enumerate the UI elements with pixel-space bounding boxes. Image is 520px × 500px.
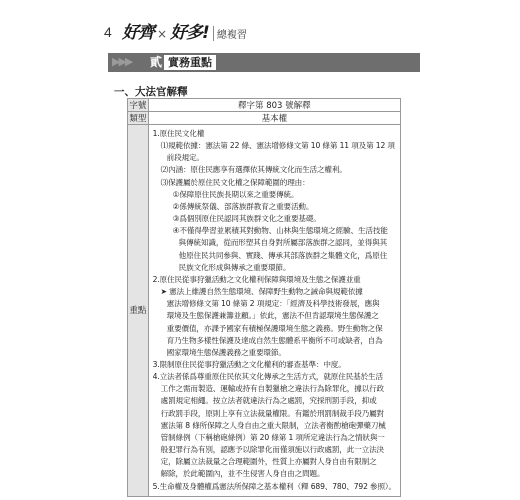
body-line: ③爲個別原住民認同其族群文化之重要基礎。 (172, 214, 321, 224)
body-line: 定，除屬立法裁量之合理範圍外，性質上亦屬對人身自由有限制之 (160, 457, 377, 467)
subheading: 一、大法官解釋 (114, 86, 188, 98)
page-header (0, 0, 520, 50)
body-line: ⑴規範依據：憲法第 22 條、憲法增修條文第 10 條第 11 項及第 12 項 (160, 141, 395, 151)
body-line: 解除，於此範圍內，並不生侵害人身自由之問題。 (160, 469, 325, 479)
body-line: 前段規定。 (166, 153, 204, 163)
body-line: ②係傳統祭儀、部落族群教育之重要活動。 (172, 201, 314, 211)
key-points-body (148, 125, 400, 497)
table-row (128, 99, 401, 112)
body-line: ④不僅得學習並累積其對動物、山林與生態環境之經驗、生活技能 (172, 226, 388, 236)
body-line: 育乃生物多樣性保護及達成自然生態體系平衡所不可或缺者，自為 (166, 335, 383, 345)
value-type: 基本權 (148, 112, 400, 125)
body-line: 環境及生態保護兼籌並顧。」依此，憲法不但肯認環境生態保護之 (166, 311, 379, 321)
brand-subtitle: 總複習 (213, 26, 247, 41)
body-line: ①保障原住民族長期以來之重要傳統。 (172, 189, 299, 199)
body-line: ⑶保護屬於原住民文化權之保障範圍的理由： (160, 177, 310, 187)
table-row (128, 125, 401, 497)
brand-logo (122, 18, 247, 43)
brand-left: 好齊 (122, 23, 154, 43)
body-line: ➤ 憲法上維護自然生態環境、保障野生動物之誡命與規範依據 (160, 287, 363, 297)
key-points-lines (153, 128, 396, 493)
table-row (128, 112, 401, 125)
body-line: 行政罰手段，原則上享有立法裁量權限。有鑑於刑罰制裁手段乃屬對 (160, 408, 384, 418)
body-line: 3.限制原住民從事狩獵活動之文化權利的審查基準：中度。 (152, 359, 346, 369)
interpretation-table (127, 98, 401, 497)
body-line: 2.原住民從事狩獵活動之文化權利保障與環境及生態之保護並重 (152, 274, 361, 284)
page-number: 4 (104, 24, 112, 40)
body-line: 民族文化形成與傳承之重要環節。 (178, 262, 291, 272)
label-type: 類型 (128, 112, 149, 125)
body-line: ⑵內涵：原住民應享有選擇依其傳統文化而生活之權利。 (160, 165, 347, 175)
body-line: 憲法增修條文第 10 條第 2 項規定：「經濟及科學技術發展，應與 (166, 299, 380, 309)
section-title: 實務重點 (164, 55, 216, 70)
body-line: 管制條例（下稱槍砲條例）第 20 條第 1 項所定違法行為之情狀與一 (160, 432, 385, 442)
body-line: 國家環境生態保護義務之重要環節。 (166, 347, 286, 357)
body-line: 他原住民共同參與、實踐、傳承其部落族群之集體文化，爲原住 (178, 250, 388, 260)
body-line: 般犯罪行為有別，認應予以除罪化而僅須施以行政處罰，此一立法決 (160, 445, 384, 455)
section-arrows-icon: ▶▶▶ (112, 55, 132, 68)
brand-right: 好多! (170, 23, 209, 43)
body-line: 處罰規定相繩。按立法者就違法行為之處罰，究採刑罰手段，抑或 (160, 396, 377, 406)
body-line: 憲法第 8 條所保障之人身自由之重大限制，立法者衡酌槍砲彈藥刀械 (160, 420, 386, 430)
body-line: 5.生命權及身體權爲憲法所保障之基本權利（釋 689、780、792 參照）。 (152, 481, 396, 491)
body-line: 與傳統知識，從而形塑其自身對所屬部落族群之認同，並得與其 (178, 238, 388, 248)
section-number: 貳 (150, 55, 163, 69)
body-line: 4.立法者係爲尊重原住民依其文化傳承之生活方式，就原住民基於生活 (152, 372, 383, 382)
body-line: 1.原住民文化權 (152, 129, 205, 138)
label-case-number: 字號 (128, 99, 149, 112)
body-line: 工作之需而製造、運輸或持有自製獵槍之違法行為除罪化，據以行政 (160, 384, 384, 394)
brand-times: × (157, 27, 168, 41)
body-line: 重要價值，亦課予國家有積極保護環境生態之義務。野生動物之保 (166, 323, 383, 333)
label-key-points: 重點 (128, 125, 149, 497)
value-case-number: 釋字第 803 號解釋 (148, 99, 400, 112)
